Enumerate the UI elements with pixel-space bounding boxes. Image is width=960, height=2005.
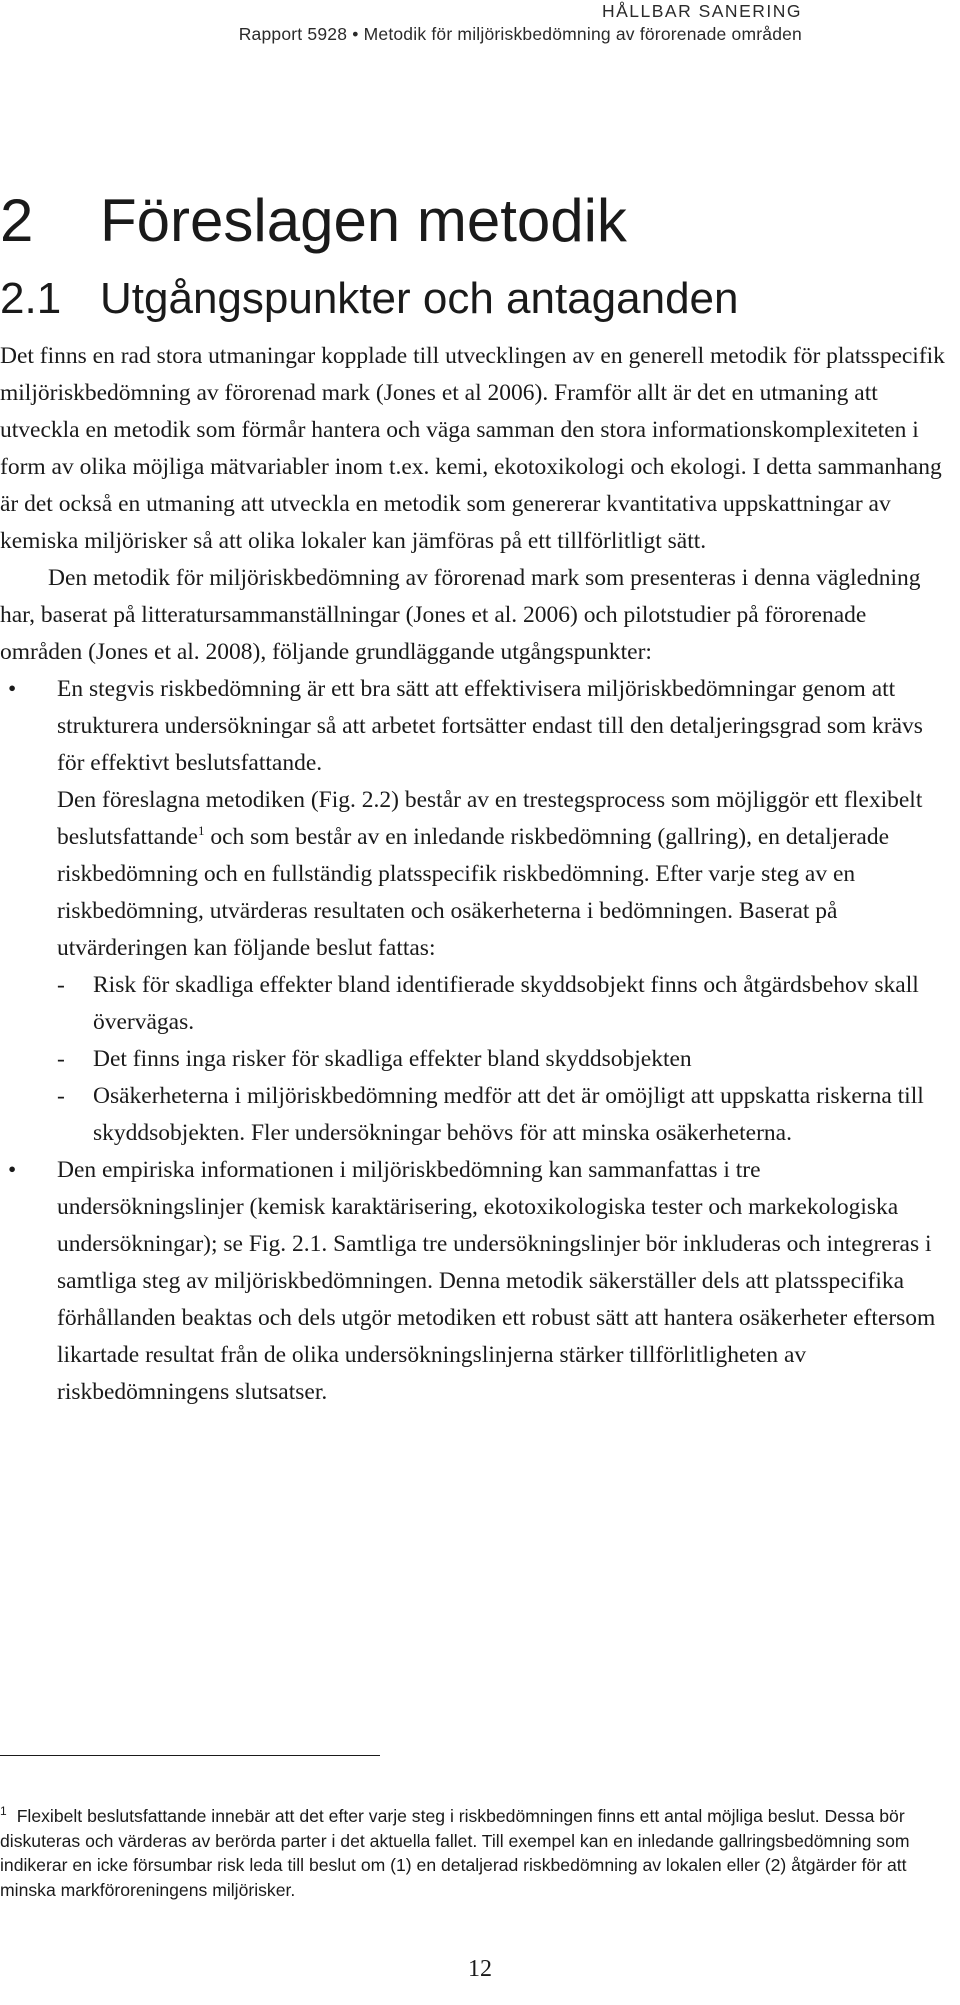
dash-marker: -	[57, 1083, 65, 1109]
chapter-title: Föreslagen metodik	[100, 187, 627, 254]
decision-item	[57, 1041, 945, 1078]
dash-marker: -	[57, 972, 65, 998]
decision-item	[57, 1078, 945, 1152]
bullet-item	[0, 1152, 945, 1411]
section-heading	[0, 272, 739, 326]
paragraph: Det finns en rad stora utmaningar kopplade till utvecklingen av en generell metodik för platsspecifik miljöriskbedömning av förorenad mark (Jones et al 2006). Framför allt är det en utmaning att utveckla en metodik som förmår hantera och väga samman den stora informationskomplexiteten i form av olika möjliga mätvariabler inom t.ex. kemi, ekotoxikologi och ekologi. I detta sammanhang är det också en utmaning att utveckla en metodik som genererar kvantitativa uppskattningar av kemiska miljörisker så att olika lokaler kan jämföras på ett tillförlitligt sätt.	[0, 343, 945, 554]
bullet-text: Den empiriska informationen i miljöriskbedömning kan sammanfattas i tre undersökningslinjer (kemisk karaktärisering, ekotoxikologiska tester och markekologiska undersökningar); se Fig. 2.1. Samtliga tre undersökningslinjer bör inkluderas och integreras i samtliga steg av miljöriskbedömningen. Denna metodik säkerställer dels att platsspecifika förhållanden beaktas och dels utgör metodiken ett robust sätt att hantera osäkerheter eftersom likartade resultat från de olika undersökningslinjerna stärker tillförlitligheten av riskbedömningens slutsatser.	[57, 1157, 936, 1405]
decision-item	[57, 967, 945, 1041]
header-organization: HÅLLBAR SANERING	[601, 1, 802, 21]
footnote-mark: 1	[0, 1804, 7, 1818]
decision-text: Risk för skadliga effekter bland identifierade skyddsobjekt finns och åtgärdsbehov skall övervägas.	[93, 972, 919, 1035]
footnote-reference: 1	[197, 823, 205, 838]
dash-marker: -	[57, 1046, 65, 1072]
decision-text: Osäkerheterna i miljöriskbedömning medför att det är omöjligt att uppskatta riskerna till skyddsobjekten. Fler undersökningar behövs för att minska osäkerheterna.	[93, 1083, 924, 1146]
page-number: 12	[468, 1956, 492, 1982]
bullet-marker: •	[8, 1157, 17, 1183]
bullet-text-part: och som består av en inledande riskbedömning (gallring), en detaljerade riskbedömning och en fullständig platsspecifik riskbedömning. Efter varje steg av en riskbedömning, utvärderas resultaten och osäkerheterna i bedömningen. Baserat på utvärderingen kan följande beslut fattas:	[57, 824, 889, 961]
chapter-number: 2	[0, 187, 34, 254]
bullet-text-part: Den föreslagna metodiken (Fig. 2.2) består av en trestegsprocess som möjliggör ett flexibelt beslutsfattande	[57, 787, 923, 850]
bullet-marker: •	[8, 676, 17, 702]
section-title: Utgångspunkter och antaganden	[100, 274, 739, 323]
bullet-text	[57, 782, 945, 967]
bullet-item	[0, 671, 945, 1152]
bullet-text: En stegvis riskbedömning är ett bra sätt att effektivisera miljöriskbedömningar genom att strukturera undersökningar så att arbetet fortsätter endast till den detaljeringsgrad som krävs för effektivt beslutsfattande.	[57, 676, 923, 776]
header-report-line: Rapport 5928 • Metodik för miljöriskbedömning av förorenade områden	[238, 24, 802, 44]
footnote-text: Flexibelt beslutsfattande innebär att det efter varje steg i riskbedömningen finns ett antal möjliga beslut. Dessa bör diskuteras och värderas av berörda parter i det aktuella fallet. Till exempel kan en inledande gallringsbedömning som indikerar en icke försumbar risk leda till beslut om (1) en detaljerad riskbedömning av lokalen eller (2) åtgärder för att minska markföroreningens miljörisker.	[0, 1806, 910, 1900]
running-header	[239, 0, 802, 46]
footnote	[0, 1804, 930, 1902]
body-text	[0, 338, 945, 1411]
paragraph: Den metodik för miljöriskbedömning av förorenad mark som presenteras i denna vägledning har, baserat på litteratursammanställningar (Jones et al. 2006) och pilotstudier på förorenade områden (Jones et al. 2008), följande grundläggande utgångspunkter:	[0, 565, 921, 665]
chapter-heading	[0, 188, 627, 254]
decision-text: Det finns inga risker för skadliga effekter bland skyddsobjekten	[93, 1046, 692, 1072]
section-number: 2.1	[0, 274, 62, 323]
footnote-divider	[0, 1755, 380, 1756]
